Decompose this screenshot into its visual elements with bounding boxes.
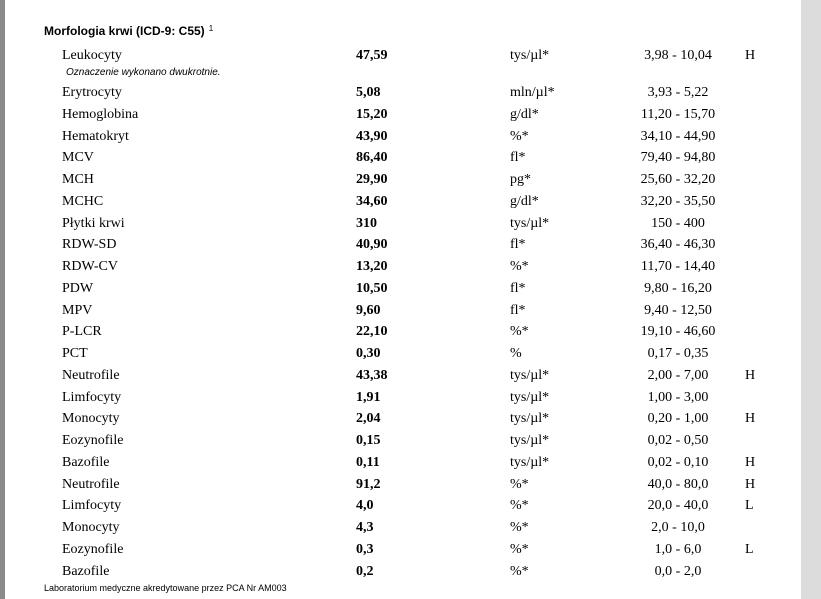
abnormal-flag: L	[745, 541, 754, 557]
test-value: 86,40	[356, 150, 388, 166]
test-value: 43,38	[356, 367, 388, 383]
test-value: 47,59	[356, 48, 388, 63]
test-name: RDW-SD	[62, 237, 117, 253]
test-unit: g/dl*	[510, 193, 539, 209]
test-value: 0,2	[356, 563, 374, 579]
test-unit: %*	[510, 498, 529, 514]
reference-range: 79,40 - 94,80	[640, 150, 716, 166]
test-unit: %	[510, 346, 522, 361]
test-unit: tys/µl*	[510, 454, 550, 470]
abnormal-flag: H	[745, 411, 756, 427]
test-unit: pg*	[510, 172, 531, 187]
table-row	[5, 366, 801, 386]
reference-range: 3,98 - 10,04	[644, 48, 712, 63]
reference-range: 32,20 - 35,50	[640, 193, 716, 209]
test-value: 9,60	[356, 302, 381, 318]
result-note: Oznaczenie wykonano dwukrotnie.	[66, 67, 221, 78]
test-unit: tys/µl*	[510, 48, 550, 63]
test-name: Monocyty	[62, 520, 120, 535]
abnormal-flag: H	[745, 367, 756, 383]
reference-range: 0,17 - 0,35	[647, 346, 709, 361]
reference-range: 0,20 - 1,00	[647, 411, 709, 427]
abnormal-flag: H	[745, 48, 756, 63]
test-unit: fl*	[510, 280, 526, 296]
test-unit: tys/µl*	[510, 367, 550, 383]
test-name: MCH	[62, 172, 94, 187]
test-name: Płytki krwi	[62, 215, 125, 231]
test-value: 2,04	[356, 411, 381, 427]
test-unit: tys/µl*	[510, 215, 550, 231]
table-row	[5, 453, 801, 473]
test-name: Hemoglobina	[62, 106, 139, 122]
table-row	[5, 475, 801, 495]
test-unit: fl*	[510, 237, 526, 253]
section-title	[44, 24, 213, 38]
test-unit: tys/µl*	[510, 433, 550, 448]
test-name: PCT	[62, 346, 88, 361]
table-row	[5, 322, 801, 342]
table-row	[5, 170, 801, 190]
reference-range: 34,10 - 44,90	[640, 128, 716, 144]
test-name: MCV	[62, 150, 94, 166]
reference-range: 36,40 - 46,30	[640, 237, 716, 253]
test-value: 0,11	[356, 454, 380, 470]
test-name: MPV	[62, 302, 93, 318]
test-value: 15,20	[356, 106, 388, 122]
table-row	[5, 388, 801, 408]
test-unit: %*	[510, 563, 529, 579]
reference-range: 0,0 - 2,0	[654, 563, 702, 579]
test-unit: %*	[510, 520, 529, 535]
test-unit: %*	[510, 259, 529, 274]
test-unit: fl*	[510, 150, 526, 166]
table-row	[5, 235, 801, 255]
test-name: Limfocyty	[62, 498, 122, 514]
test-name: Neutrofile	[62, 367, 120, 383]
reference-range: 20,0 - 40,0	[647, 498, 709, 514]
reference-range: 9,80 - 16,20	[644, 280, 712, 296]
table-row	[5, 257, 801, 277]
test-value: 0,30	[356, 346, 381, 361]
test-name: Bazofile	[62, 454, 110, 470]
test-value: 4,3	[356, 520, 374, 535]
test-name: MCHC	[62, 193, 104, 209]
table-row	[5, 344, 801, 364]
test-value: 40,90	[356, 237, 388, 253]
table-row	[5, 496, 801, 516]
test-name: Hematokryt	[62, 128, 129, 144]
test-value: 34,60	[356, 193, 388, 209]
test-name: P-LCR	[62, 324, 102, 340]
table-row	[5, 279, 801, 299]
test-name: Bazofile	[62, 563, 110, 579]
test-unit: fl*	[510, 302, 526, 318]
table-row	[5, 301, 801, 321]
reference-range: 0,02 - 0,50	[647, 433, 709, 448]
test-unit: %*	[510, 476, 529, 492]
test-unit: %*	[510, 541, 529, 557]
accreditation-footer: Laboratorium medyczne akredytowane przez PCA Nr AM003	[44, 583, 287, 593]
table-row	[5, 105, 801, 125]
table-row	[5, 83, 801, 103]
test-name: Erytrocyty	[62, 85, 122, 100]
reference-range: 1,00 - 3,00	[647, 389, 709, 405]
test-value: 310	[356, 215, 377, 231]
document-page	[5, 0, 801, 599]
test-value: 29,90	[356, 172, 388, 187]
test-name: Leukocyty	[62, 48, 122, 63]
test-value: 0,3	[356, 541, 374, 557]
table-row	[5, 431, 801, 451]
footnote-marker: 1	[208, 24, 214, 33]
table-row	[5, 46, 801, 66]
reference-range: 40,0 - 80,0	[647, 476, 709, 492]
test-unit: %*	[510, 128, 529, 144]
table-row	[5, 562, 801, 582]
reference-range: 150 - 400	[651, 215, 705, 231]
reference-range: 1,0 - 6,0	[654, 541, 702, 557]
test-name: Limfocyty	[62, 389, 122, 405]
reference-range: 2,00 - 7,00	[647, 367, 709, 383]
viewer-background	[801, 0, 821, 599]
test-value: 1,91	[356, 389, 381, 405]
test-unit: g/dl*	[510, 106, 539, 122]
test-value: 10,50	[356, 280, 388, 296]
test-value: 4,0	[356, 498, 374, 514]
table-row	[5, 192, 801, 212]
test-unit: %*	[510, 324, 529, 340]
test-name: Eozynofile	[62, 433, 124, 448]
table-row	[5, 127, 801, 147]
test-value: 22,10	[356, 324, 388, 340]
section-title-text: Morfologia krwi (ICD-9: C55)	[44, 24, 205, 38]
reference-range: 2,0 - 10,0	[651, 520, 705, 535]
table-row	[5, 409, 801, 429]
test-value: 13,20	[356, 259, 388, 274]
abnormal-flag: H	[745, 476, 756, 492]
reference-range: 11,70 - 14,40	[640, 259, 716, 274]
test-name: PDW	[62, 280, 94, 296]
reference-range: 19,10 - 46,60	[640, 324, 716, 340]
table-row	[5, 148, 801, 168]
test-value: 5,08	[356, 85, 381, 100]
test-unit: tys/µl*	[510, 389, 550, 405]
reference-range: 3,93 - 5,22	[647, 85, 709, 100]
abnormal-flag: H	[745, 454, 756, 470]
abnormal-flag: L	[745, 498, 754, 514]
test-name: RDW-CV	[62, 259, 118, 274]
test-unit: tys/µl*	[510, 411, 550, 427]
reference-range: 25,60 - 32,20	[640, 172, 716, 187]
test-name: Monocyty	[62, 411, 120, 427]
reference-range: 11,20 - 15,70	[640, 106, 716, 122]
table-row	[5, 214, 801, 234]
test-unit: mln/µl*	[510, 85, 555, 100]
test-value: 43,90	[356, 128, 388, 144]
reference-range: 9,40 - 12,50	[644, 302, 712, 318]
test-value: 91,2	[356, 476, 381, 492]
test-name: Neutrofile	[62, 476, 120, 492]
reference-range: 0,02 - 0,10	[647, 454, 709, 470]
table-row	[5, 518, 801, 538]
test-name: Eozynofile	[62, 541, 124, 557]
test-value: 0,15	[356, 433, 381, 448]
table-row	[5, 540, 801, 560]
